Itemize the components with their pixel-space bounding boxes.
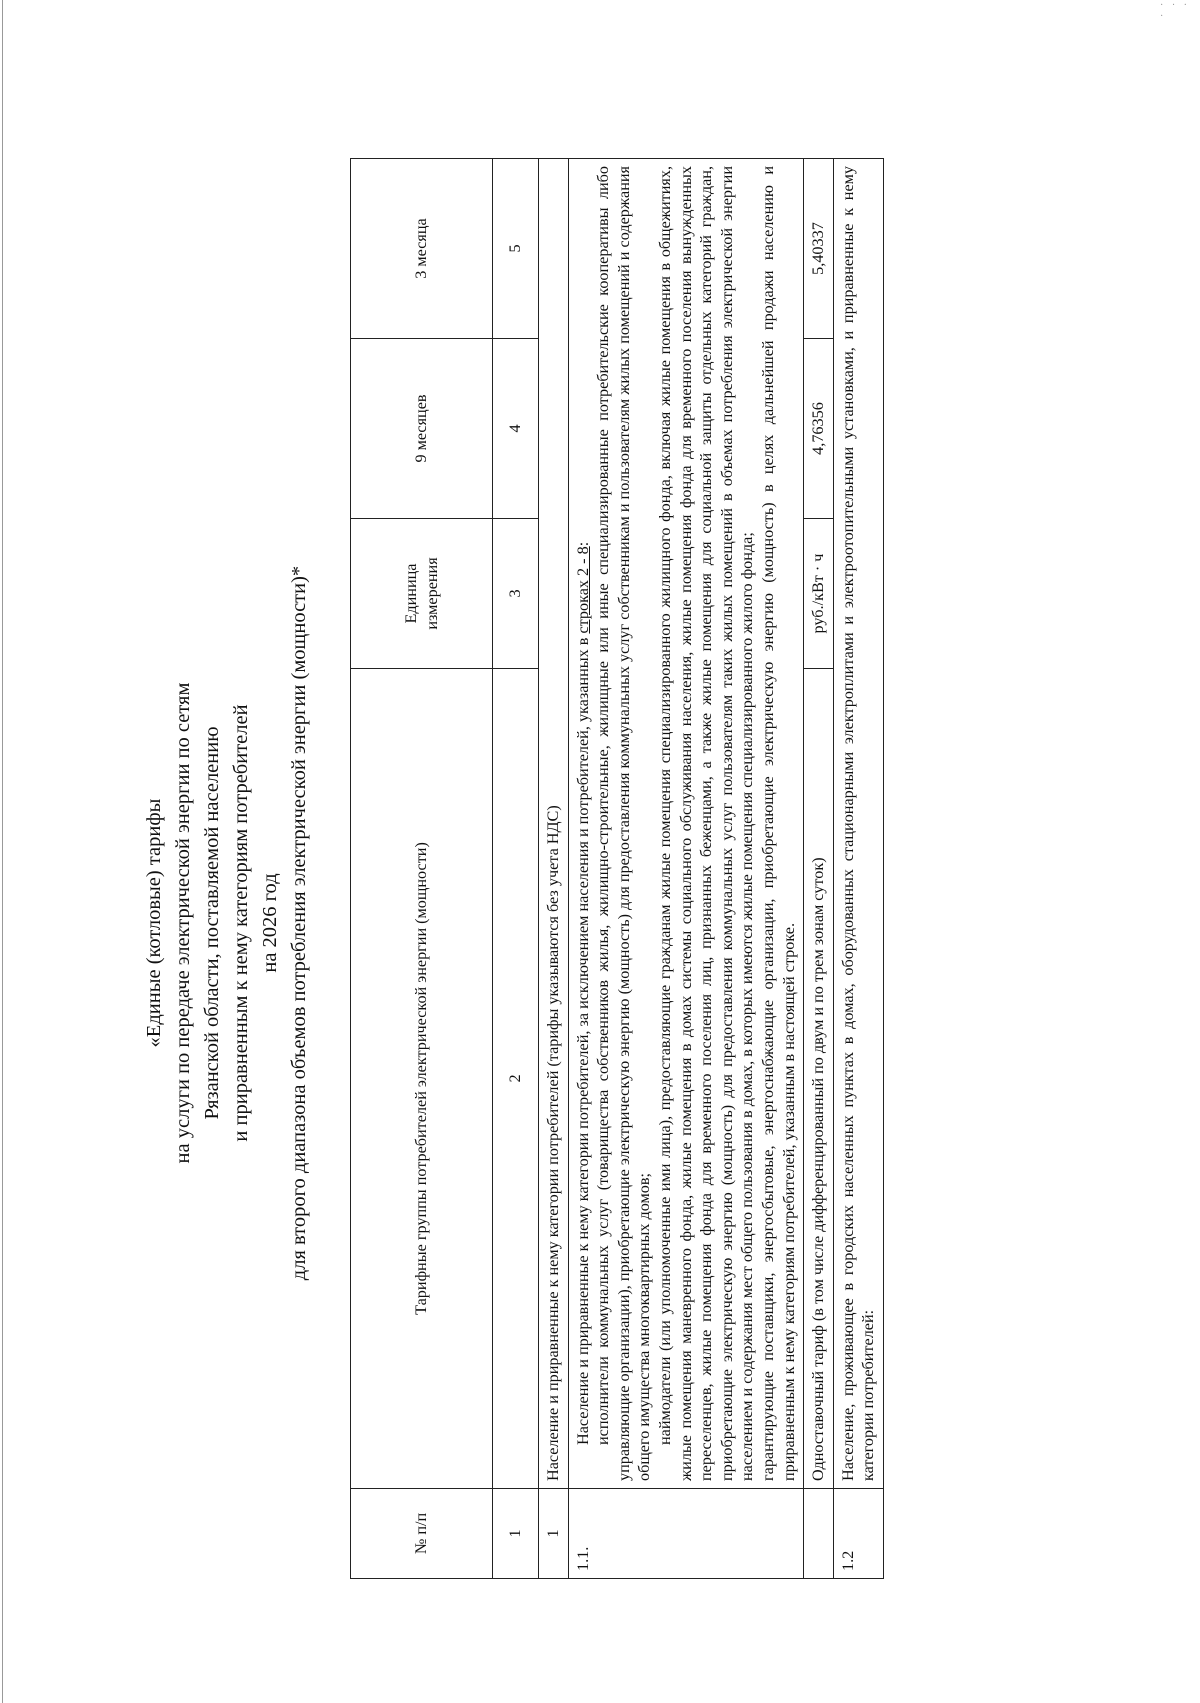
row-rate-3-months: 5,40337 [804, 159, 834, 339]
row-1-1-p1-text: Население и приравненные к нему категории потребителей, за исключением населения и потребителей, указанных в [573, 633, 592, 1445]
header-num: № п/п [351, 1489, 493, 1579]
header-group: Тарифные группы потребителей электрической энергии (мощности) [351, 669, 493, 1489]
row-1-1-p1-colon: : [573, 541, 592, 547]
tariff-table [350, 158, 884, 1579]
row-1-1 [568, 159, 804, 1579]
header-3-months: 3 месяца [351, 159, 493, 339]
section-num: 1 [539, 1489, 569, 1579]
title-line-3: Рязанской области, поставляемой населению [201, 726, 223, 1120]
row-rate [804, 159, 834, 1579]
section-row [539, 159, 569, 1579]
row-rate-unit: руб./кВт · ч [804, 519, 834, 669]
rows-2-8-link[interactable]: строках 2 - 8 [573, 546, 592, 634]
row-1-2-text: Население, проживающее в городских населенных пунктах в домах, оборудованных стационарными электроплитами и электроотопительными установками, и приравненные к нему категории потребителей: [833, 159, 883, 1489]
row-1-1-paragraph-2: исполнители коммунальных услуг (товарищества собственников жилья, жилищно-строительные, жилищные или иные специализированные потребительские кооперативы либо управляющие организации), приобретающие электрическую энергию (мощность) для предоставления коммунальных услуг собственникам и пользователям жилых помещений и содержания общего имущества многоквартирных домов; [594, 166, 654, 1481]
index-cell: 4 [493, 339, 539, 519]
section-text: Население и приравненные к нему категории потребителей (тарифы указываются без учета НДС) [539, 159, 569, 1489]
header-unit: Единица измерения [351, 519, 493, 669]
row-1-1-num: 1.1. [568, 1489, 804, 1579]
index-cell: 2 [493, 669, 539, 1489]
table-index-row [493, 159, 539, 1579]
table-header-row [351, 159, 493, 1579]
row-rate-9-months: 4,76356 [804, 339, 834, 519]
row-1-1-paragraph-3: наймодатели (или уполномоченные ими лица), предоставляющие гражданам жилые помещения специализированного жилищного фонда, включая жилые помещения в общежитиях, жилые помещения маневренного фонда, жилые помещения в домах системы социального обслуживания населения, жилые помещения фонда для временного поселения вынужденных переселенцев, жилые помещения фонда для временного поселения лиц, признанных беженцами, а также жилые помещения для социальной защиты отдельных категорий граждан, приобретающие электрическую энергию (мощность) для предоставления коммунальных услуг пользователям таких жилых помещений в объемах потребления электрической энергии населением и содержания мест общего пользования в домах, в которых имеются жилые помещения специализированного жилого фонда; [655, 166, 757, 1481]
scan-noise: · · · · [1160, 0, 1190, 22]
row-1-2-num: 1.2 [833, 1489, 883, 1579]
title-line-2: на услуги по передаче электрической энергии по сетям [172, 682, 194, 1164]
row-rate-text: Одноставочный тариф (в том числе дифференцированный по двум и по трем зонам суток) [804, 669, 834, 1489]
index-cell: 1 [493, 1489, 539, 1579]
row-rate-num [804, 1489, 834, 1579]
title-line-5: на 2026 год [259, 873, 281, 973]
document-title [140, 223, 314, 1623]
row-1-1-paragraph-1 [573, 166, 594, 1481]
index-cell: 5 [493, 159, 539, 339]
row-1-2 [833, 159, 883, 1579]
index-cell: 3 [493, 519, 539, 669]
title-line-1: «Единые (котловые) тарифы [143, 798, 165, 1048]
row-1-1-paragraph-4: гарантирующие поставщики, энергосбытовые, энергоснабжающие организации, приобретающие электрическую энергию (мощность) в целях дальнейшей продажи населению и приравненным к нему категориям потребителей, указанным в настоящей строке. [758, 166, 798, 1481]
title-line-6: для второго диапазона объемов потребления электрической энергии (мощности)* [288, 565, 310, 1281]
header-9-months: 9 месяцев [351, 339, 493, 519]
title-line-4: и приравненным к нему категориям потребителей [230, 704, 252, 1142]
row-1-1-text [568, 159, 804, 1489]
